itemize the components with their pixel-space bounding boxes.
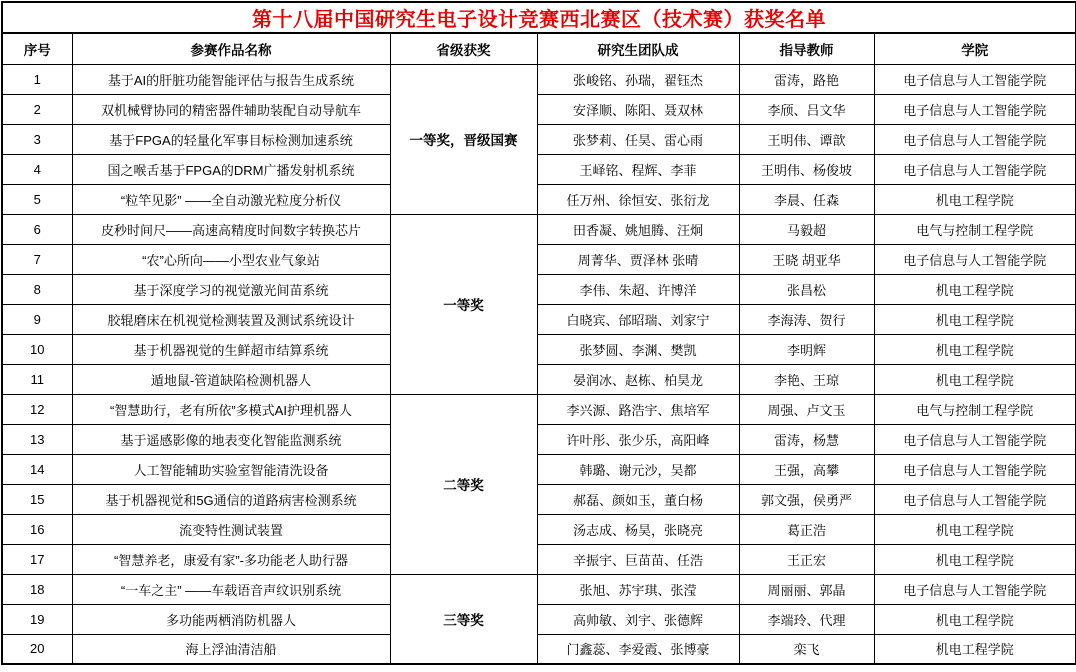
members-cell: 周菁华、贾泽林 张晴	[537, 244, 739, 274]
work-cell: 基于机器视觉的生鲜超市结算系统	[72, 334, 390, 364]
teachers-cell: 李明辉	[739, 334, 874, 364]
work-cell: 基于机器视觉和5G通信的道路病害检测系统	[72, 484, 390, 514]
work-cell: 遁地鼠-管道缺陷检测机器人	[72, 364, 390, 394]
members-cell: 张梦莉、任昊、雷心雨	[537, 124, 739, 154]
no-cell: 1	[2, 64, 72, 94]
college-cell: 电子信息与人工智能学院	[874, 424, 1076, 454]
no-cell: 20	[2, 634, 72, 664]
page-title: 第十八届中国研究生电子设计竞赛西北赛区（技术赛）获奖名单	[2, 2, 1076, 33]
no-cell: 17	[2, 544, 72, 574]
work-cell: 基于遥感影像的地表变化智能监测系统	[72, 424, 390, 454]
teachers-cell: 葛正浩	[739, 514, 874, 544]
awards-table	[1, 1, 1076, 665]
work-cell: 基于深度学习的视觉激光间苗系统	[72, 274, 390, 304]
work-cell: 人工智能辅助实验室智能清洗设备	[72, 454, 390, 484]
members-cell: 高帅敏、刘宇、张德辉	[537, 604, 739, 634]
work-cell: “智慧养老，康爱有家”-多功能老人助行器	[72, 544, 390, 574]
table-row	[2, 634, 1076, 664]
college-cell: 电子信息与人工智能学院	[874, 124, 1076, 154]
no-cell: 10	[2, 334, 72, 364]
members-cell: 韩璐、谢元沙，吴都	[537, 454, 739, 484]
teachers-cell: 李端玲、代理	[739, 604, 874, 634]
college-cell: 机电工程学院	[874, 184, 1076, 214]
award-cell: 一等奖	[390, 214, 537, 394]
members-cell: 汤志成、杨昊，张晓亮	[537, 514, 739, 544]
college-cell: 电子信息与人工智能学院	[874, 454, 1076, 484]
col-header-no: 序号	[2, 33, 72, 64]
no-cell: 16	[2, 514, 72, 544]
teachers-cell: 雷涛，杨慧	[739, 424, 874, 454]
members-cell: 张梦圆、李渊、樊凯	[537, 334, 739, 364]
work-cell: 基于AI的肝脏功能智能评估与报告生成系统	[72, 64, 390, 94]
work-cell: 国之喉舌基于FPGA的DRM广播发射机系统	[72, 154, 390, 184]
work-cell: “农”心所向——小型农业气象站	[72, 244, 390, 274]
teachers-cell: 王明伟、杨俊坡	[739, 154, 874, 184]
members-cell: 郝磊、颜如玉，董白杨	[537, 484, 739, 514]
table-row	[2, 184, 1076, 214]
work-cell: 皮秒时间尺——高速高精度时间数字转换芯片	[72, 214, 390, 244]
college-cell: 机电工程学院	[874, 634, 1076, 664]
table-row	[2, 544, 1076, 574]
work-cell: 多功能两栖消防机器人	[72, 604, 390, 634]
teachers-cell: 李艳、王琼	[739, 364, 874, 394]
college-cell: 机电工程学院	[874, 334, 1076, 364]
table-row	[2, 424, 1076, 454]
teachers-cell: 王明伟、谭歆	[739, 124, 874, 154]
table-row	[2, 214, 1076, 244]
table-row	[2, 244, 1076, 274]
members-cell: 许叶彤、张少乐，高阳峰	[537, 424, 739, 454]
work-cell: 胶辊磨床在机视觉检测装置及测试系统设计	[72, 304, 390, 334]
college-cell: 机电工程学院	[874, 544, 1076, 574]
teachers-cell: 李晨、任森	[739, 184, 874, 214]
college-cell: 机电工程学院	[874, 604, 1076, 634]
award-cell: 三等奖	[390, 574, 537, 664]
members-cell: 辛振宇、巨苗苗、任浩	[537, 544, 739, 574]
college-cell: 电子信息与人工智能学院	[874, 94, 1076, 124]
no-cell: 6	[2, 214, 72, 244]
members-cell: 白晓宾、邰昭瑞、刘家宁	[537, 304, 739, 334]
no-cell: 13	[2, 424, 72, 454]
teachers-cell: 张昌松	[739, 274, 874, 304]
table-row	[2, 604, 1076, 634]
teachers-cell: 李海涛、贺行	[739, 304, 874, 334]
no-cell: 5	[2, 184, 72, 214]
college-cell: 电子信息与人工智能学院	[874, 64, 1076, 94]
no-cell: 7	[2, 244, 72, 274]
teachers-cell: 马毅超	[739, 214, 874, 244]
col-header-college: 学院	[874, 33, 1076, 64]
col-header-award: 省级获奖	[390, 33, 537, 64]
college-cell: 机电工程学院	[874, 514, 1076, 544]
members-cell: 门鑫蕊、李爱霞、张博豪	[537, 634, 739, 664]
college-cell: 电子信息与人工智能学院	[874, 154, 1076, 184]
no-cell: 2	[2, 94, 72, 124]
table-row	[2, 364, 1076, 394]
work-cell: “智慧助行，老有所依”多模式AI护理机器人	[72, 394, 390, 424]
members-cell: 王峄铭、程辉、李菲	[537, 154, 739, 184]
work-cell: 基于FPGA的轻量化军事目标检测加速系统	[72, 124, 390, 154]
table-row	[2, 514, 1076, 544]
teachers-cell: 王晓 胡亚华	[739, 244, 874, 274]
col-header-work: 参赛作品名称	[72, 33, 390, 64]
header-row	[2, 33, 1076, 64]
no-cell: 12	[2, 394, 72, 424]
table-row	[2, 484, 1076, 514]
col-header-team: 研究生团队成	[537, 33, 739, 64]
college-cell: 机电工程学院	[874, 274, 1076, 304]
table-row	[2, 454, 1076, 484]
college-cell: 电气与控制工程学院	[874, 394, 1076, 424]
teachers-cell: 栾飞	[739, 634, 874, 664]
no-cell: 19	[2, 604, 72, 634]
table-row	[2, 154, 1076, 184]
teachers-cell: 王正宏	[739, 544, 874, 574]
members-cell: 田香凝、姚旭腾、汪炯	[537, 214, 739, 244]
members-cell: 李兴源、路浩宇、焦培军	[537, 394, 739, 424]
table-row	[2, 64, 1076, 94]
work-cell: 海上浮油清洁船	[72, 634, 390, 664]
col-header-teacher: 指导教师	[739, 33, 874, 64]
work-cell: “一车之主” ——车载语音声纹识别系统	[72, 574, 390, 604]
members-cell: 任万州、徐恒安、张衍龙	[537, 184, 739, 214]
members-cell: 张旭、苏宇琪、张滢	[537, 574, 739, 604]
table-row	[2, 394, 1076, 424]
college-cell: 电子信息与人工智能学院	[874, 244, 1076, 274]
no-cell: 8	[2, 274, 72, 304]
members-cell: 安泽顺、陈阳、聂双林	[537, 94, 739, 124]
members-cell: 李伟、朱超、许博洋	[537, 274, 739, 304]
members-cell: 张峻铭、孙瑞，翟钰杰	[537, 64, 739, 94]
teachers-cell: 周丽丽、郭晶	[739, 574, 874, 604]
teachers-cell: 王强，高攀	[739, 454, 874, 484]
college-cell: 机电工程学院	[874, 304, 1076, 334]
college-cell: 机电工程学院	[874, 364, 1076, 394]
award-cell: 一等奖，晋级国赛	[390, 64, 537, 214]
teachers-cell: 周强、卢文玉	[739, 394, 874, 424]
teachers-cell: 李颀、吕文华	[739, 94, 874, 124]
table-row	[2, 304, 1076, 334]
members-cell: 晏润冰、赵栋、柏昊龙	[537, 364, 739, 394]
award-cell: 二等奖	[390, 394, 537, 574]
no-cell: 3	[2, 124, 72, 154]
table-row	[2, 94, 1076, 124]
college-cell: 电气与控制工程学院	[874, 214, 1076, 244]
table-row	[2, 334, 1076, 364]
table-row	[2, 124, 1076, 154]
no-cell: 9	[2, 304, 72, 334]
title-row	[2, 2, 1076, 33]
no-cell: 15	[2, 484, 72, 514]
work-cell: 流变特性测试装置	[72, 514, 390, 544]
college-cell: 电子信息与人工智能学院	[874, 574, 1076, 604]
work-cell: “粒竿见影” ——全自动激光粒度分析仪	[72, 184, 390, 214]
college-cell: 电子信息与人工智能学院	[874, 484, 1076, 514]
no-cell: 4	[2, 154, 72, 184]
table-row	[2, 574, 1076, 604]
no-cell: 11	[2, 364, 72, 394]
no-cell: 18	[2, 574, 72, 604]
table-row	[2, 274, 1076, 304]
no-cell: 14	[2, 454, 72, 484]
teachers-cell: 雷涛，路艳	[739, 64, 874, 94]
teachers-cell: 郭文强，侯勇严	[739, 484, 874, 514]
work-cell: 双机械臂协同的精密器件辅助装配自动导航车	[72, 94, 390, 124]
